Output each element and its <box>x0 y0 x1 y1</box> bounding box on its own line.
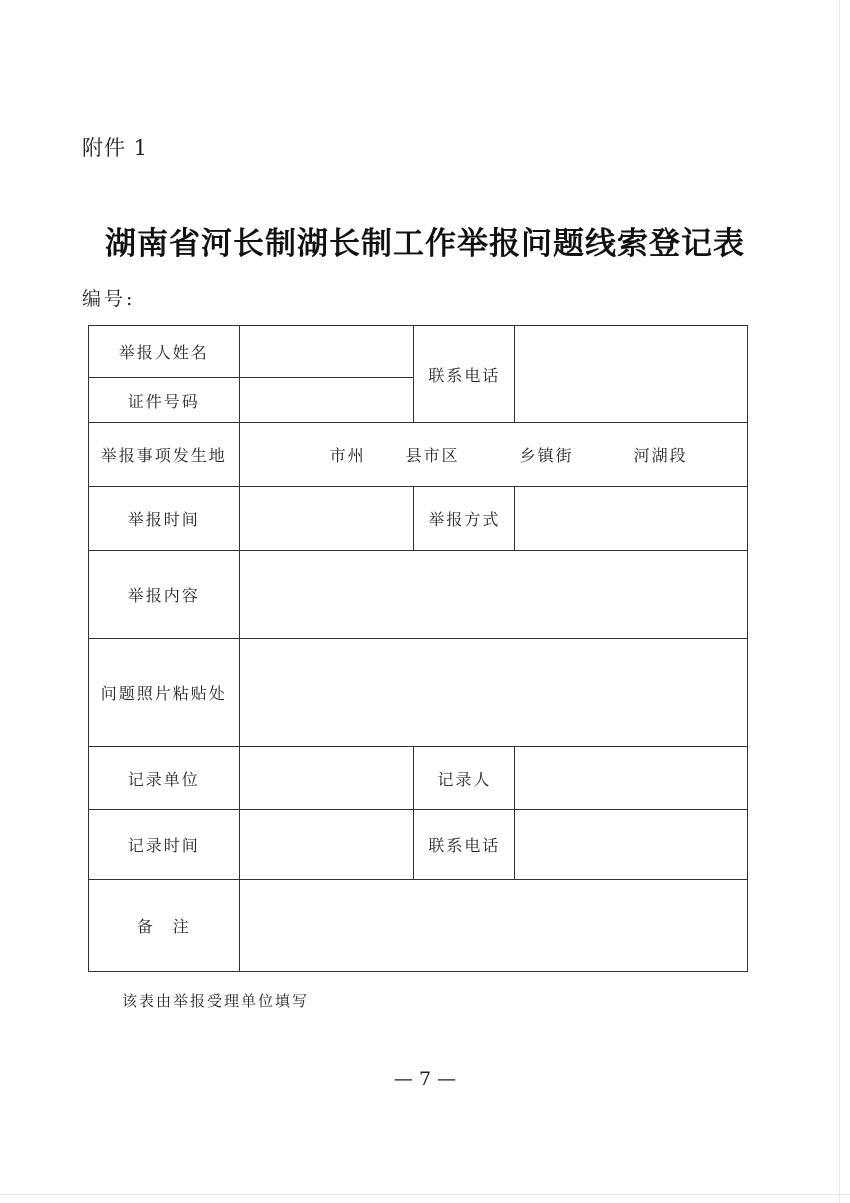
report-content-field[interactable] <box>239 551 747 639</box>
serial-number-label: 编号: <box>82 288 136 310</box>
page-number: — 7 — <box>393 1068 457 1090</box>
location-unit-county: 县市区 <box>405 446 460 465</box>
recorder-field[interactable] <box>515 747 748 810</box>
recorder-label: 记录人 <box>414 747 515 810</box>
page-title: 湖南省河长制湖长制工作举报问题线索登记表 <box>105 226 745 262</box>
contact-phone-field[interactable] <box>515 326 748 423</box>
id-number-field[interactable] <box>239 378 414 423</box>
report-method-label: 举报方式 <box>414 487 515 551</box>
location-unit-river-section: 河湖段 <box>633 446 688 465</box>
report-content-label: 举报内容 <box>89 551 240 639</box>
location-unit-city: 市州 <box>329 446 366 465</box>
photo-area-label: 问题照片粘贴处 <box>89 639 240 747</box>
remarks-field[interactable] <box>239 880 747 972</box>
record-time-label: 记录时间 <box>89 810 240 880</box>
contact-phone-label: 联系电话 <box>414 326 515 423</box>
id-number-label: 证件号码 <box>89 378 240 423</box>
record-time-field[interactable] <box>239 810 414 880</box>
record-phone-label: 联系电话 <box>414 810 515 880</box>
location-label: 举报事项发生地 <box>89 423 240 487</box>
reporter-name-field[interactable] <box>239 326 414 378</box>
record-unit-label: 记录单位 <box>89 747 240 810</box>
record-unit-field[interactable] <box>239 747 414 810</box>
report-method-field[interactable] <box>515 487 748 551</box>
report-time-label: 举报时间 <box>89 487 240 551</box>
record-phone-field[interactable] <box>515 810 748 880</box>
page-edge-line <box>839 0 840 1203</box>
attachment-label: 附件 1 <box>82 136 149 160</box>
page-edge-line-bottom <box>0 1194 850 1195</box>
remarks-label: 备 注 <box>89 880 240 972</box>
form-footnote: 该表由举报受理单位填写 <box>122 992 310 1010</box>
reporter-name-label: 举报人姓名 <box>89 326 240 378</box>
location-field[interactable] <box>239 423 747 487</box>
report-time-field[interactable] <box>239 487 414 551</box>
registration-form-table <box>88 325 748 972</box>
photo-area-field[interactable] <box>239 639 747 747</box>
location-unit-town: 乡镇街 <box>519 446 574 465</box>
